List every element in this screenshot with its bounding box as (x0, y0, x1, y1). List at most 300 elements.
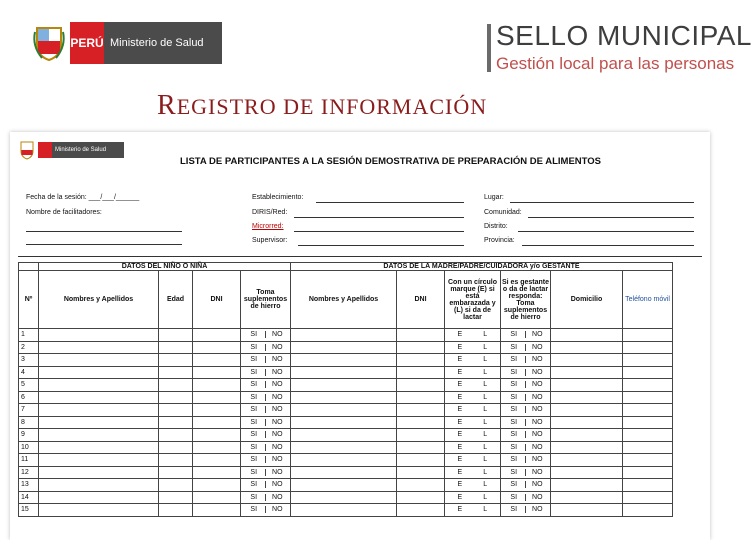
blank-header (19, 263, 39, 271)
cell-suplementos-madre[interactable] (501, 366, 551, 379)
cell-suplementos-nino[interactable] (241, 416, 291, 429)
cell-edad (159, 354, 193, 367)
option-si[interactable]: SI (250, 393, 258, 401)
cell-dni-nino (193, 404, 241, 417)
option-e[interactable]: E (457, 456, 463, 464)
cell-dni-madre (397, 416, 445, 429)
option-si[interactable]: SI (510, 418, 518, 426)
diris-line (294, 217, 464, 218)
cell-nombres-madre (291, 341, 397, 354)
cell-suplementos-nino[interactable] (241, 504, 291, 517)
cell-domicilio (551, 466, 623, 479)
cell-dni-nino (193, 391, 241, 404)
option-e[interactable]: E (457, 406, 463, 414)
option-e[interactable]: E (457, 356, 463, 364)
cell-telefono (623, 491, 673, 504)
option-l[interactable]: L (483, 418, 488, 426)
option-no[interactable]: NO (525, 469, 549, 476)
cell-nombres-madre (291, 354, 397, 367)
cell-dni-nino (193, 466, 241, 479)
cell-dni-nino (193, 366, 241, 379)
col-dni-nino: DNI (193, 271, 241, 329)
option-e[interactable]: E (457, 431, 463, 439)
option-si[interactable]: SI (510, 406, 518, 414)
row-number: 5 (19, 379, 39, 392)
microrred-line (294, 231, 464, 232)
option-no[interactable]: NO (265, 431, 289, 438)
distrito-line (518, 231, 694, 232)
col-domicilio: Domicilio (551, 271, 623, 329)
cell-telefono (623, 466, 673, 479)
cell-gestante-lactante[interactable] (445, 404, 501, 417)
cell-nombres-madre (291, 391, 397, 404)
cell-dni-madre (397, 329, 445, 342)
form-peru-logo (38, 142, 52, 158)
cell-dni-nino (193, 341, 241, 354)
cell-edad (159, 429, 193, 442)
cell-nombres-nino (39, 354, 159, 367)
cell-nombres-madre (291, 429, 397, 442)
cell-nombres-madre (291, 366, 397, 379)
option-no[interactable]: NO (525, 444, 549, 451)
cell-dni-madre (397, 491, 445, 504)
cell-domicilio (551, 329, 623, 342)
cell-edad (159, 391, 193, 404)
cell-nombres-madre (291, 491, 397, 504)
option-e[interactable]: E (457, 381, 463, 389)
row-number: 13 (19, 479, 39, 492)
option-no[interactable]: NO (265, 456, 289, 463)
cell-gestante-lactante[interactable] (445, 391, 501, 404)
option-l[interactable]: L (483, 368, 488, 376)
table-row (19, 416, 673, 429)
option-no[interactable]: NO (265, 406, 289, 413)
option-si[interactable]: SI (510, 468, 518, 476)
option-no[interactable]: NO (525, 369, 549, 376)
form-title: LISTA DE PARTICIPANTES A LA SESIÓN DEMOSTRATIVA DE PREPARACIÓN DE ALIMENTOS (180, 156, 602, 167)
cell-telefono (623, 379, 673, 392)
option-e[interactable]: E (457, 393, 463, 401)
cell-nombres-madre (291, 379, 397, 392)
cell-nombres-madre (291, 441, 397, 454)
cell-gestante-lactante[interactable] (445, 379, 501, 392)
row-number: 4 (19, 366, 39, 379)
form-coat-of-arms-icon (20, 140, 34, 160)
option-e[interactable]: E (457, 506, 463, 514)
option-no[interactable]: NO (265, 381, 289, 388)
option-l[interactable]: L (483, 343, 488, 351)
cell-nombres-nino (39, 379, 159, 392)
option-e[interactable]: E (457, 418, 463, 426)
cell-edad (159, 504, 193, 517)
cell-nombres-madre (291, 466, 397, 479)
cell-dni-madre (397, 404, 445, 417)
cell-telefono (623, 391, 673, 404)
cell-suplementos-madre[interactable] (501, 491, 551, 504)
col-gestante-lactante: Con un círculo marque (E) si está embarazada y (L) si da de lactar (445, 271, 501, 329)
cell-gestante-lactante[interactable] (445, 341, 501, 354)
cell-suplementos-madre[interactable] (501, 454, 551, 467)
cell-domicilio (551, 491, 623, 504)
cell-suplementos-nino[interactable] (241, 491, 291, 504)
option-l[interactable]: L (483, 381, 488, 389)
option-si[interactable]: SI (250, 456, 258, 464)
cell-telefono (623, 366, 673, 379)
cell-gestante-lactante[interactable] (445, 491, 501, 504)
table-row (19, 504, 673, 517)
fecha-label: Fecha de la sesión: ___/___/______ (26, 194, 140, 201)
cell-domicilio (551, 416, 623, 429)
table-row (19, 354, 673, 367)
cell-telefono (623, 341, 673, 354)
cell-suplementos-nino[interactable] (241, 329, 291, 342)
table-row (19, 454, 673, 467)
cell-gestante-lactante[interactable] (445, 466, 501, 479)
cell-dni-nino (193, 454, 241, 467)
option-si[interactable]: SI (510, 368, 518, 376)
option-e[interactable]: E (457, 493, 463, 501)
option-no[interactable]: NO (525, 356, 549, 363)
option-no[interactable]: NO (265, 419, 289, 426)
cell-suplementos-madre[interactable] (501, 466, 551, 479)
option-no[interactable]: NO (265, 481, 289, 488)
cell-edad (159, 341, 193, 354)
option-si[interactable]: SI (510, 493, 518, 501)
table-row (19, 441, 673, 454)
diris-label: DIRIS/Red: (252, 209, 288, 216)
cell-telefono (623, 429, 673, 442)
row-number: 12 (19, 466, 39, 479)
cell-dni-nino (193, 379, 241, 392)
cell-suplementos-nino[interactable] (241, 479, 291, 492)
form-ministry-logo: Ministerio de Salud (52, 142, 124, 158)
cell-nombres-madre (291, 479, 397, 492)
cell-gestante-lactante[interactable] (445, 479, 501, 492)
row-number: 11 (19, 454, 39, 467)
option-no[interactable]: NO (525, 406, 549, 413)
cell-gestante-lactante[interactable] (445, 416, 501, 429)
option-l[interactable]: L (483, 393, 488, 401)
cell-dni-nino (193, 504, 241, 517)
peru-logo: PERÚ (70, 22, 104, 64)
option-l[interactable]: L (483, 456, 488, 464)
option-si[interactable]: SI (250, 481, 258, 489)
row-number: 3 (19, 354, 39, 367)
sello-logo-bar (487, 24, 491, 72)
cell-gestante-lactante[interactable] (445, 329, 501, 342)
option-e[interactable]: E (457, 343, 463, 351)
cell-suplementos-nino[interactable] (241, 441, 291, 454)
group-header-nino: DATOS DEL NIÑO O NIÑA (39, 263, 291, 271)
cell-suplementos-madre[interactable] (501, 416, 551, 429)
option-no[interactable]: NO (265, 469, 289, 476)
option-l[interactable]: L (483, 493, 488, 501)
cell-nombres-nino (39, 504, 159, 517)
option-no[interactable]: NO (525, 344, 549, 351)
table-row (19, 404, 673, 417)
establecimiento-label: Establecimiento: (252, 194, 304, 201)
participant-list-form (10, 132, 710, 540)
cell-dni-madre (397, 504, 445, 517)
option-l[interactable]: L (483, 481, 488, 489)
supervisor-line (298, 245, 464, 246)
cell-dni-madre (397, 354, 445, 367)
cell-dni-madre (397, 479, 445, 492)
option-no[interactable]: NO (525, 494, 549, 501)
cell-domicilio (551, 441, 623, 454)
cell-edad (159, 466, 193, 479)
cell-dni-nino (193, 429, 241, 442)
cell-nombres-madre (291, 329, 397, 342)
cell-nombres-nino (39, 404, 159, 417)
option-no[interactable]: NO (525, 431, 549, 438)
option-no[interactable]: NO (265, 494, 289, 501)
cell-nombres-nino (39, 366, 159, 379)
option-si[interactable]: SI (250, 406, 258, 414)
cell-nombres-madre (291, 454, 397, 467)
option-e[interactable]: E (457, 481, 463, 489)
cell-nombres-nino (39, 341, 159, 354)
cell-nombres-nino (39, 479, 159, 492)
row-number: 1 (19, 329, 39, 342)
option-e[interactable]: E (457, 443, 463, 451)
participants-table (18, 262, 673, 517)
sello-municipal-subtitle: Gestión local para las personas (496, 54, 735, 73)
option-si[interactable]: SI (250, 506, 258, 514)
option-si[interactable]: SI (250, 381, 258, 389)
cell-suplementos-madre[interactable] (501, 341, 551, 354)
option-l[interactable]: L (483, 331, 488, 339)
cell-suplementos-nino[interactable] (241, 454, 291, 467)
comunidad-label: Comunidad: (484, 209, 522, 216)
cell-telefono (623, 441, 673, 454)
cell-domicilio (551, 366, 623, 379)
col-num: Nº (19, 271, 39, 329)
option-no[interactable]: NO (265, 506, 289, 513)
option-l[interactable]: L (483, 468, 488, 476)
cell-suplementos-nino[interactable] (241, 466, 291, 479)
cell-edad (159, 491, 193, 504)
option-no[interactable]: NO (525, 394, 549, 401)
establecimiento-line (316, 202, 464, 203)
cell-suplementos-madre[interactable] (501, 479, 551, 492)
option-no[interactable]: NO (265, 356, 289, 363)
cell-gestante-lactante[interactable] (445, 429, 501, 442)
page-title-initial: R (157, 90, 177, 121)
cell-nombres-nino (39, 454, 159, 467)
cell-domicilio (551, 379, 623, 392)
cell-nombres-madre (291, 416, 397, 429)
cell-dni-madre (397, 429, 445, 442)
cell-edad (159, 379, 193, 392)
cell-nombres-nino (39, 416, 159, 429)
option-no[interactable]: NO (265, 394, 289, 401)
cell-suplementos-madre[interactable] (501, 391, 551, 404)
cell-domicilio (551, 479, 623, 492)
cell-edad (159, 404, 193, 417)
col-telefono: Teléfono móvil (623, 271, 673, 329)
cell-dni-madre (397, 454, 445, 467)
cell-gestante-lactante[interactable] (445, 504, 501, 517)
option-si[interactable]: SI (250, 368, 258, 376)
form-separator (18, 256, 702, 257)
option-l[interactable]: L (483, 431, 488, 439)
page-title-rest: EGISTRO DE INFORMACIÓN (176, 94, 488, 119)
provincia-line (522, 245, 694, 246)
cell-domicilio (551, 429, 623, 442)
cell-nombres-nino (39, 441, 159, 454)
cell-nombres-nino (39, 429, 159, 442)
option-no[interactable]: NO (525, 381, 549, 388)
cell-suplementos-nino[interactable] (241, 429, 291, 442)
cell-edad (159, 416, 193, 429)
option-l[interactable]: L (483, 506, 488, 514)
cell-telefono (623, 329, 673, 342)
cell-suplementos-nino[interactable] (241, 354, 291, 367)
cell-edad (159, 441, 193, 454)
option-si[interactable]: SI (510, 356, 518, 364)
option-si[interactable]: SI (510, 381, 518, 389)
cell-suplementos-nino[interactable] (241, 341, 291, 354)
col-suplementos-madre: Si es gestante o da de lactar responda: Toma suplementos de hierro (501, 271, 551, 329)
cell-suplementos-madre[interactable] (501, 404, 551, 417)
cell-suplementos-madre[interactable] (501, 429, 551, 442)
cell-domicilio (551, 404, 623, 417)
row-number: 14 (19, 491, 39, 504)
cell-telefono (623, 416, 673, 429)
comunidad-line (528, 217, 694, 218)
cell-nombres-nino (39, 329, 159, 342)
lugar-label: Lugar: (484, 194, 504, 201)
facilitadores-label: Nombre de facilitadores: (26, 209, 102, 216)
table-row (19, 366, 673, 379)
cell-dni-nino (193, 329, 241, 342)
option-si[interactable]: SI (250, 343, 258, 351)
cell-suplementos-nino[interactable] (241, 391, 291, 404)
option-si[interactable]: SI (510, 481, 518, 489)
table-row (19, 391, 673, 404)
table-row (19, 341, 673, 354)
option-si[interactable]: SI (250, 493, 258, 501)
lugar-line (510, 202, 694, 203)
option-si[interactable]: SI (250, 331, 258, 339)
provincia-label: Provincia: (484, 237, 515, 244)
col-suplementos-nino: Toma suplementos de hierro (241, 271, 291, 329)
option-e[interactable]: E (457, 368, 463, 376)
cell-suplementos-nino[interactable] (241, 366, 291, 379)
row-number: 7 (19, 404, 39, 417)
option-si[interactable]: SI (250, 468, 258, 476)
option-si[interactable]: SI (510, 506, 518, 514)
option-no[interactable]: NO (265, 344, 289, 351)
option-l[interactable]: L (483, 406, 488, 414)
option-no[interactable]: NO (525, 506, 549, 513)
option-no[interactable]: NO (265, 369, 289, 376)
option-si[interactable]: SI (510, 431, 518, 439)
col-edad: Edad (159, 271, 193, 329)
option-no[interactable]: NO (265, 444, 289, 451)
cell-dni-nino (193, 479, 241, 492)
cell-gestante-lactante[interactable] (445, 454, 501, 467)
option-no[interactable]: NO (525, 331, 549, 338)
option-si[interactable]: SI (510, 331, 518, 339)
option-si[interactable]: SI (510, 343, 518, 351)
cell-suplementos-madre[interactable] (501, 329, 551, 342)
option-no[interactable]: NO (525, 456, 549, 463)
cell-suplementos-nino[interactable] (241, 404, 291, 417)
microrred-label: Microrred: (252, 223, 284, 230)
cell-nombres-nino (39, 391, 159, 404)
distrito-label: Distrito: (484, 223, 508, 230)
option-l[interactable]: L (483, 443, 488, 451)
cell-suplementos-madre[interactable] (501, 441, 551, 454)
cell-suplementos-nino[interactable] (241, 379, 291, 392)
cell-telefono (623, 504, 673, 517)
col-nombres-madre: Nombres y Apellidos (291, 271, 397, 329)
cell-dni-madre (397, 379, 445, 392)
facilitador-line-2 (26, 244, 182, 245)
cell-telefono (623, 404, 673, 417)
row-number: 2 (19, 341, 39, 354)
cell-nombres-madre (291, 504, 397, 517)
cell-suplementos-madre[interactable] (501, 379, 551, 392)
sello-municipal-title: SELLO MUNICIPAL (496, 20, 752, 51)
cell-gestante-lactante[interactable] (445, 441, 501, 454)
row-number: 15 (19, 504, 39, 517)
cell-domicilio (551, 454, 623, 467)
option-si[interactable]: SI (510, 443, 518, 451)
page-title (157, 90, 487, 122)
option-e[interactable]: E (457, 331, 463, 339)
cell-dni-nino (193, 491, 241, 504)
option-l[interactable]: L (483, 356, 488, 364)
option-si[interactable]: SI (250, 431, 258, 439)
cell-gestante-lactante[interactable] (445, 354, 501, 367)
cell-telefono (623, 479, 673, 492)
option-no[interactable]: NO (525, 481, 549, 488)
cell-gestante-lactante[interactable] (445, 366, 501, 379)
cell-edad (159, 454, 193, 467)
cell-dni-nino (193, 354, 241, 367)
option-si[interactable]: SI (510, 393, 518, 401)
col-dni-madre: DNI (397, 271, 445, 329)
cell-dni-nino (193, 441, 241, 454)
table-row (19, 329, 673, 342)
cell-nombres-nino (39, 466, 159, 479)
cell-dni-madre (397, 391, 445, 404)
ministry-logo: Ministerio de Salud (104, 22, 222, 64)
cell-nombres-madre (291, 404, 397, 417)
option-e[interactable]: E (457, 468, 463, 476)
option-no[interactable]: NO (525, 419, 549, 426)
col-nombres-nino: Nombres y Apellidos (39, 271, 159, 329)
cell-suplementos-madre[interactable] (501, 504, 551, 517)
facilitador-line-1 (26, 231, 182, 232)
cell-telefono (623, 454, 673, 467)
option-si[interactable]: SI (250, 356, 258, 364)
table-row (19, 466, 673, 479)
cell-telefono (623, 354, 673, 367)
option-no[interactable]: NO (265, 331, 289, 338)
table-row (19, 491, 673, 504)
option-si[interactable]: SI (250, 443, 258, 451)
row-number: 10 (19, 441, 39, 454)
cell-suplementos-madre[interactable] (501, 354, 551, 367)
option-si[interactable]: SI (510, 456, 518, 464)
option-si[interactable]: SI (250, 418, 258, 426)
cell-domicilio (551, 391, 623, 404)
table-row (19, 429, 673, 442)
